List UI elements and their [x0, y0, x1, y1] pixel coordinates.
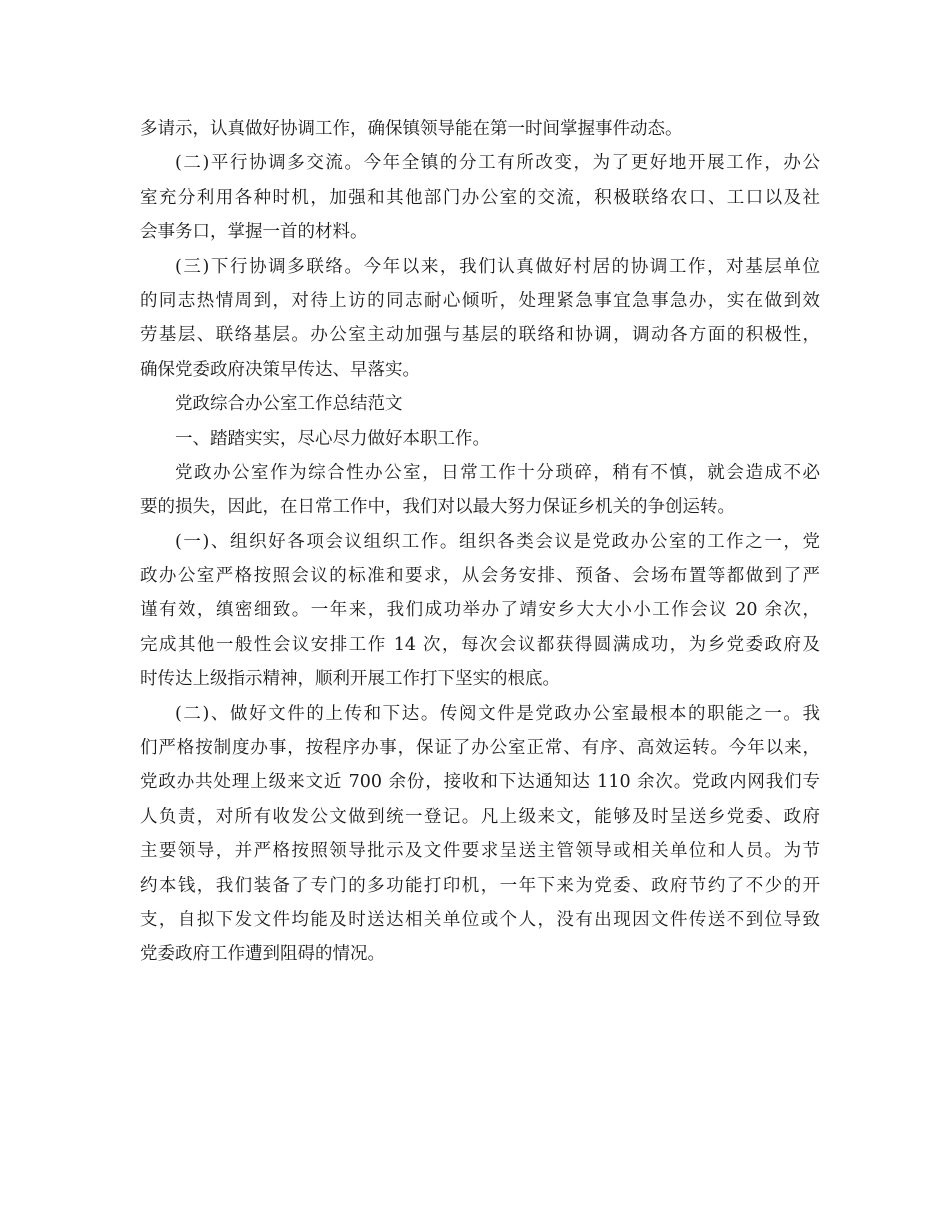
text-line: 支，自拟下发文件均能及时送达相关单位或个人，没有出现因文件传送不到位导致	[140, 909, 820, 930]
text-line: 一、踏踏实实，尽心尽力做好本职工作。	[175, 428, 490, 449]
text-line: 主要领导，并严格按照领导批示及文件要求呈送主管领导或相关单位和人员。为节	[140, 841, 820, 862]
text-line: 党委政府工作遭到阻碍的情况。	[140, 944, 385, 965]
text-line: 完成其他一般性会议安排工作 14 次，每次会议都获得圆满成功，为乡党委政府及	[140, 634, 820, 655]
text-line: 时传达上级指示精神，顺利开展工作打下坚实的根底。	[140, 669, 560, 690]
text-line: 党政办公室作为综合性办公室，日常工作十分琐碎，稍有不慎，就会造成不必	[175, 462, 820, 483]
text-line: (一)、组织好各项会议组织工作。组织各类会议是党政办公室的工作之一，党	[175, 531, 820, 552]
text-line: 约本钱，我们装备了专门的多功能打印机，一年下来为党委、政府节约了不少的开	[140, 875, 820, 896]
text-line: 劳基层、联络基层。办公室主动加强与基层的联络和协调，调动各方面的积极性，	[140, 325, 820, 346]
text-line: (三)下行协调多联络。今年以来，我们认真做好村居的协调工作，对基层单位	[175, 256, 820, 277]
text-line: 政办公室严格按照会议的标准和要求，从会务安排、预备、会场布置等都做到了严	[140, 566, 820, 587]
text-line: (二)、做好文件的上传和下达。传阅文件是党政办公室最根本的职能之一。我	[175, 703, 820, 724]
text-line: 的同志热情周到，对待上访的同志耐心倾听，处理紧急事宜急事急办，实在做到效	[140, 290, 820, 311]
text-line: 党政办共处理上级来文近 700 余份，接收和下达通知达 110 余次。党政内网我们专	[140, 772, 820, 793]
text-line: 要的损失，因此，在日常工作中，我们对以最大努力保证乡机关的争创运转。	[140, 497, 735, 518]
text-line: 多请示，认真做好协调工作，确保镇领导能在第一时间掌握事件动态。	[140, 119, 683, 139]
text-line: 们严格按制度办事，按程序办事，保证了办公室正常、有序、高效运转。今年以来，	[140, 738, 820, 759]
text-line: 谨有效，缜密细致。一年来，我们成功举办了靖安乡大大小小工作会议 20 余次，	[140, 600, 820, 621]
text-line: 党政综合办公室工作总结范文	[175, 394, 403, 415]
text-line: 人负责，对所有收发公文做到统一登记。凡上级来文，能够及时呈送乡党委、政府	[140, 806, 820, 827]
text-line: 会事务口，掌握一首的材料。	[140, 222, 368, 243]
text-line: 确保党委政府决策早传达、早落实。	[140, 359, 420, 380]
text-line: (二)平行协调多交流。今年全镇的分工有所改变，为了更好地开展工作，办公	[175, 153, 820, 174]
document-body	[140, 112, 820, 972]
text-line: 室充分利用各种时机，加强和其他部门办公室的交流，积极联络农口、工口以及社	[140, 187, 820, 208]
